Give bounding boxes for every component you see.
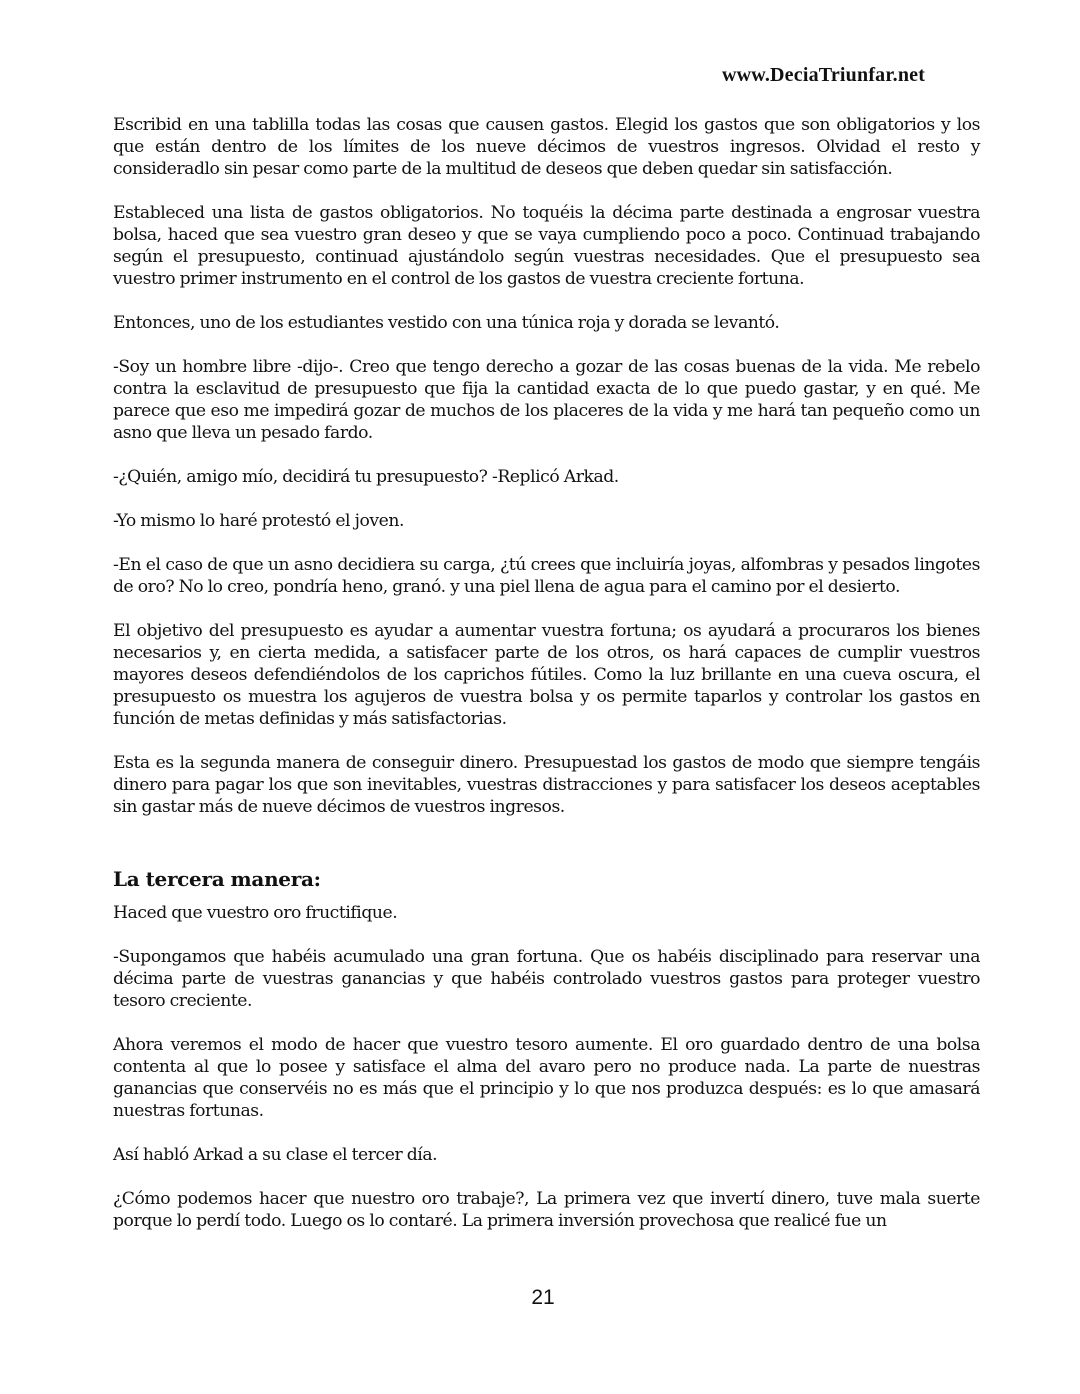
section-paragraph: Así habló Arkad a su clase el tercer día. bbox=[113, 1145, 438, 1165]
section-paragraph: Ahora veremos el modo de hacer que vuestro tesoro aumente. El oro guardado dentro de una bolsa contenta al que lo posee y satisface el alma del avaro pero no produce nada. La parte de nuestras ganancias que conservéis no es más que el principio y lo que nos produzca después: es lo que amasará nuestras fortunas. bbox=[113, 1035, 980, 1121]
section-paragraph: -Supongamos que habéis acumulado una gran fortuna. Que os habéis disciplinado para reservar una décima parte de vuestras ganancias y que habéis controlado vuestros gastos para proteger vuestro tesoro creciente. bbox=[113, 947, 980, 1011]
site-url-header: www.DeciaTriunfar.net bbox=[722, 64, 926, 86]
paragraph: Entonces, uno de los estudiantes vestido con una túnica roja y dorada se levantó. bbox=[113, 313, 780, 333]
paragraph: El objetivo del presupuesto es ayudar a aumentar vuestra fortuna; os ayudará a procuraros los bienes necesarios y, en cierta medida, a satisfacer parte de los otros, os hará capaces de cumplir vuestros mayores deseos defendiéndolos de los caprichos fútiles. Como la luz brillante en una cueva oscura, el presupuesto os muestra los agujeros de vuestra bolsa y os permite taparlos y controlar los gastos en función de metas definidas y más satisfactorias. bbox=[113, 621, 980, 729]
paragraph: Esta es la segunda manera de conseguir dinero. Presupuestad los gastos de modo que siempre tengáis dinero para pagar los que son inevitables, vuestras distracciones y para satisfacer los deseos aceptables sin gastar más de nueve décimos de vuestros ingresos. bbox=[113, 753, 980, 817]
page-body bbox=[113, 114, 980, 1232]
paragraph: -Yo mismo lo haré protestó el joven. bbox=[113, 511, 404, 531]
section-heading: La tercera manera: bbox=[113, 867, 321, 891]
paragraph: -¿Quién, amigo mío, decidirá tu presupuesto? -Replicó Arkad. bbox=[113, 467, 619, 487]
section-paragraph: ¿Cómo podemos hacer que nuestro oro trabaje?, La primera vez que invertí dinero, tuve mala suerte porque lo perdí todo. Luego os lo contaré. La primera inversión provechosa que realicé fue un bbox=[113, 1189, 980, 1231]
paragraph: Escribid en una tablilla todas las cosas que causen gastos. Elegid los gastos que son obligatorios y los que están dentro de los límites de los nueve décimos de vuestros ingresos. Olvidad el resto y consideradlo sin pesar como parte de la multitud de deseos que deben quedar sin satisfacción. bbox=[113, 115, 980, 179]
paragraph: Estableced una lista de gastos obligatorios. No toquéis la décima parte destinada a engrosar vuestra bolsa, haced que sea vuestro gran deseo y que se vaya cumpliendo poco a poco. Continuad trabajando según el presupuesto, continuad ajustándolo según vuestras necesidades. Que el presupuesto sea vuestro primer instrumento en el control de los gastos de vuestra creciente fortuna. bbox=[113, 203, 980, 289]
paragraph: -Soy un hombre libre -dijo-. Creo que tengo derecho a gozar de las cosas buenas de la vida. Me rebelo contra la esclavitud de presupuesto que fija la cantidad exacta de lo que puedo gastar, y en qué. Me parece que eso me impedirá gozar de muchos de los placeres de la vida y me hará tan pequeño como un asno que lleva un pesado fardo. bbox=[113, 357, 980, 443]
section-paragraph: Haced que vuestro oro fructifique. bbox=[113, 903, 398, 923]
page-number: 21 bbox=[531, 1286, 555, 1309]
paragraph: -En el caso de que un asno decidiera su carga, ¿tú crees que incluiría joyas, alfombras y pesados lingotes de oro? No lo creo, pondría heno, granó. y una piel llena de agua para el camino por el desierto. bbox=[113, 555, 980, 597]
